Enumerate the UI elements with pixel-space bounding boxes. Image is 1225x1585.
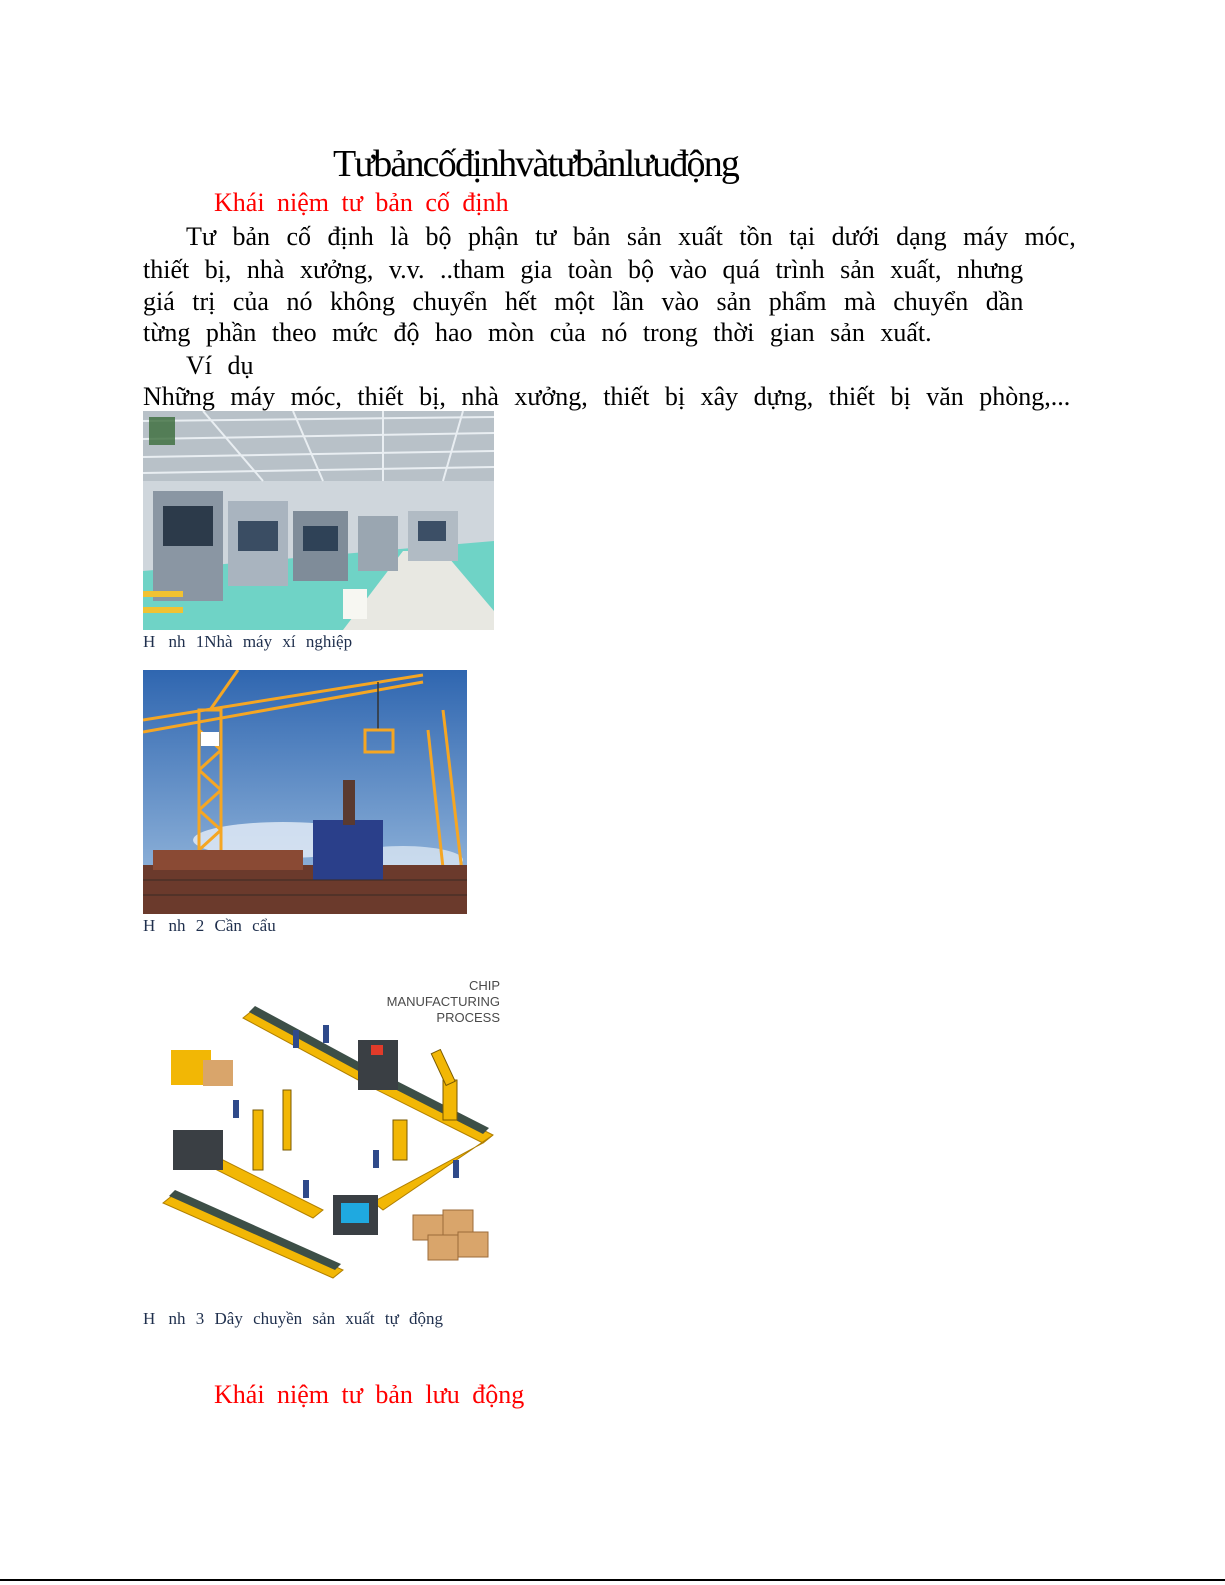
paragraph-line: Tư bản cố định là bộ phận tư bản sản xuất tồn tại dưới dạng máy móc, — [186, 222, 1076, 251]
section-heading-fixed-capital — [178, 188, 509, 218]
example-text: Những máy móc, thiết bị, nhà xưởng, thiết bị xây dựng, thiết bị văn phòng,... — [143, 382, 1071, 411]
section-heading-text: Khái niệm tư bản lưu động — [214, 1380, 525, 1409]
assembly-line-illustration — [143, 970, 513, 1282]
paragraph-line: thiết bị, nhà xưởng, v.v. ..tham gia toàn bộ vào quá trình sản xuất, nhưng — [143, 255, 1024, 284]
image-text: MANUFACTURING — [386, 994, 500, 1009]
paragraph-line: giá trị của nó không chuyển hết một lần vào sản phẩm mà chuyển dần — [143, 287, 1024, 316]
image-text: CHIP — [468, 978, 500, 993]
factory-floor-photo — [143, 411, 494, 630]
page-bottom-rule — [0, 1579, 1225, 1581]
page-title: Tưbảncốđịnhvàtưbảnlưuđộng — [333, 143, 739, 185]
tower-crane-photo — [143, 670, 467, 914]
image-text: PROCESS — [436, 1010, 500, 1025]
figure-caption: H nh 1Nhà máy xí nghiệp — [143, 632, 353, 651]
section-heading-text: Khái niệm tư bản cố định — [214, 188, 509, 217]
section-heading-circulating-capital — [178, 1380, 524, 1410]
paragraph-line: từng phần theo mức độ hao mòn của nó trong thời gian sản xuất. — [143, 318, 932, 347]
figure-caption: H nh 2 Cần cẩu — [143, 916, 276, 935]
figure-caption: H nh 3 Dây chuyền sản xuất tự động — [143, 1309, 444, 1328]
example-label: Ví dụ — [186, 351, 254, 380]
